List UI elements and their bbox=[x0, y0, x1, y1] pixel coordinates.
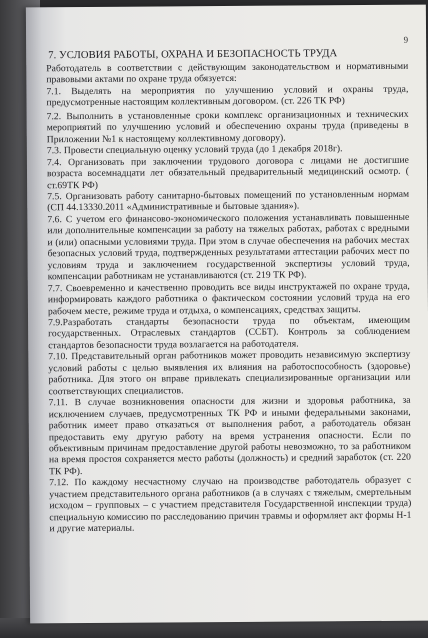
page-content bbox=[46, 47, 411, 535]
clause-7-1: 7.1. Выделять на мероприятия по улучшению условий и охраны труда, предусмотренные настоящим коллективным договором. (ст. 226 ТК РФ) bbox=[46, 83, 409, 109]
section-intro: Работодатель в соответствии с действующим законодательством и нормативными правовыми актами по охране труда обязуется: bbox=[46, 60, 409, 86]
clause-7-7: 7.7. Своевременно и качественно проводить все виды инструктажей по охране труда, информировать каждого работника о фактическом состоянии условий труда на его рабочем месте, режиме труда и отдыха, о компенсациях, средствах защиты. bbox=[47, 280, 410, 317]
clause-7-5: 7.5. Организовать работу санитарно-бытовых помещений по установленным нормам (СП 44.13330.2011 «Административные и бытовые здания»). bbox=[47, 188, 410, 214]
clause-7-12: 7.12. По каждому несчастному случаю на производстве работодатель образует с участием представительного органа работников (а в случаях с тяжелым, смертельным исходом – групповых – с участием представителя Государственной инспекции труда) специальную комиссию по расследованию причин травмы и оформляет акт формы Н-1 и другие материалы. bbox=[49, 475, 412, 535]
clause-7-11: 7.11. В случае возникновения опасности для жизни и здоровья работника, за исключением случаев, предусмотренных ТК РФ и иными федеральными законами, работник имеет право отказаться от выполнения работ, а работодатель обязан предоставить ему другую работу на время устранения опасности. Если по объективным причинам предоставление другой работы невозможно, то за работником на время простоя сохраняется место работы (должность) и средний заработок (ст. 220 ТК РФ). bbox=[48, 394, 412, 478]
clause-7-9: 7.9.Разработать стандарты безопасности труда по объектам, имеющим государственных. Отраслевых стандартов (ССБТ). Контроль за соблюдением стандартов безопасности труда возлагается на работодателя. bbox=[48, 314, 411, 352]
clause-7-10: 7.10. Представительный орган работников может проводить независимую экспертизу условий работы с целью выявления их влияния на работоспособность (здоровье) работника. Для этого он вправе привлекать специализированные организации или соответствующих специалистов. bbox=[48, 349, 411, 397]
page-number: 9 bbox=[403, 34, 409, 45]
clause-7-3: 7.3. Провести специальную оценку условий труда (до 1 декабря 2018г). bbox=[46, 143, 343, 157]
section-title: 7. УСЛОВИЯ РАБОТЫ, ОХРАНА И БЕЗОПАСНОСТЬ ТРУДА bbox=[48, 48, 338, 62]
clause-7-6: 7.6. С учетом его финансово-экономического положения устанавливать повышенные или дополнительные компенсации за работу на тяжелых работах, работах с вредными и (или) опасными условиями труда. При этом в случае обеспечения на рабочих местах безопасных условий труда, подтвержденных результатами аттестации рабочих мест по условиям труда и заключением государственной экспертизы условий труда, компенсации работникам не устанавливаются (ст. 219 ТК РФ). bbox=[47, 211, 410, 283]
clause-7-2: 7.2. Выполнить в установленные сроки комплекс организационных и технических мероприятий по улучшению условий и обеспечению охраны труда (приведены в Приложении №1 к настоящему коллективному договору). bbox=[46, 108, 409, 145]
clause-7-4: 7.4. Организовать при заключении трудового договора с лицами не достигшие возраста восемнадцати лет обязательный предварительный медицинский осмотр. ( ст.69ТК РФ) bbox=[46, 154, 410, 191]
document-page bbox=[26, 5, 428, 624]
